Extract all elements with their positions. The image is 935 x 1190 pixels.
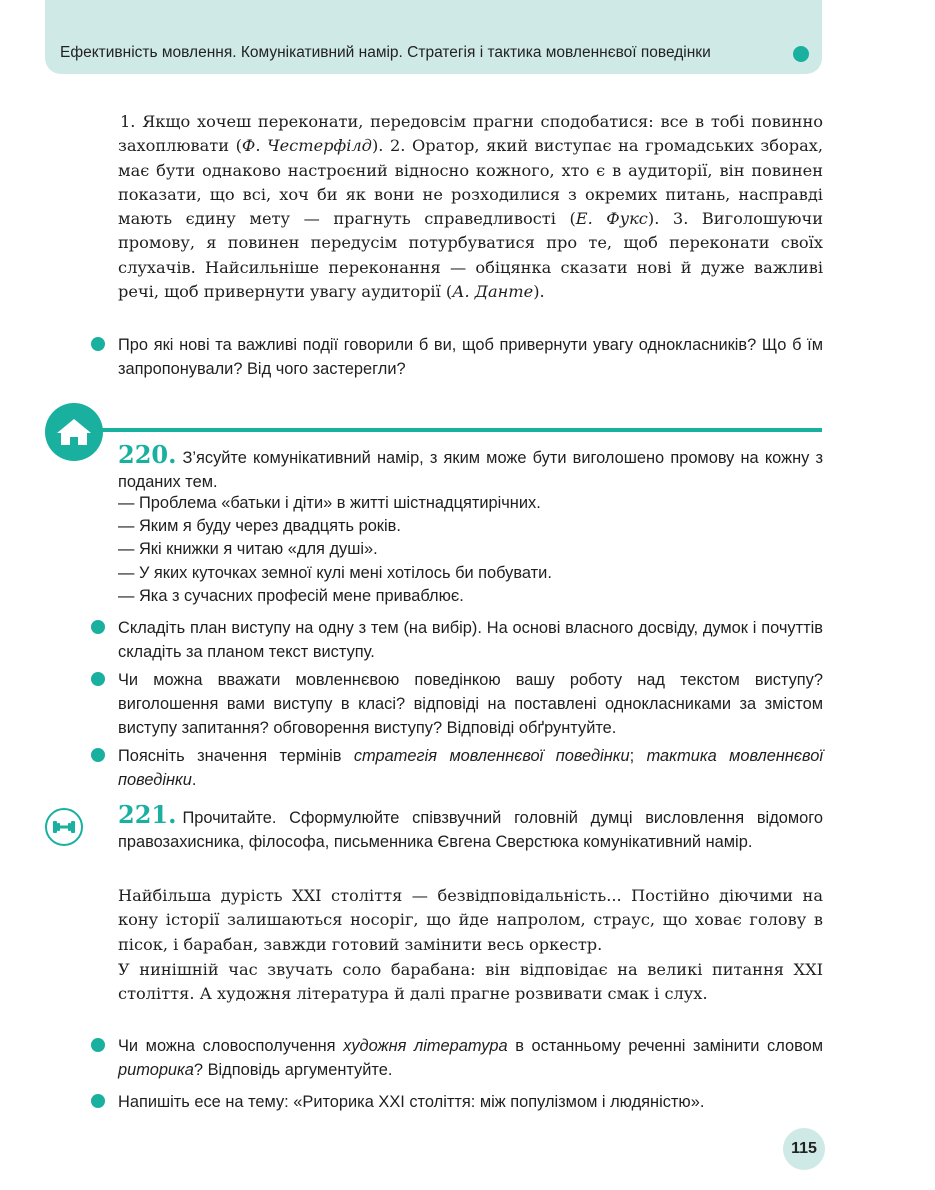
question-text: в останньому реченні замінити словом (507, 1037, 823, 1055)
quote-author: Е. Фукс (575, 209, 648, 229)
question-item (118, 1090, 823, 1114)
question-text: Чи можна словосполучення (118, 1037, 344, 1055)
bullet-dot-icon (91, 620, 105, 634)
list-item: — Які книжки я читаю «для душі». (118, 540, 378, 559)
term: стратегія мовленнєвої поведінки (353, 747, 630, 765)
question-text: Про які нові та важливі події говорили б ви, щоб привернути увагу однокласників? Що б їм запропонували? Від чого застерегли? (118, 336, 823, 378)
question-item (118, 668, 823, 740)
list-item: — Яка з сучасних професій мене приваблює. (118, 586, 464, 605)
list-item: — Проблема «батьки і діти» в житті шістнадцятирічних. (118, 494, 541, 512)
exercise-221-task (118, 800, 823, 854)
bullet-dot-icon (91, 672, 105, 686)
exercise-number: 221. (118, 800, 177, 829)
question-text: ? Відповідь аргументуйте. (193, 1061, 393, 1079)
question-text: . (191, 771, 197, 789)
running-header-title: Ефективність мовлення. Комунікативний намір. Стратегія і тактика мовленнєвої поведінки (60, 44, 711, 61)
quote-text: ). 2. Оратор, який виступає на громадських зборах, має бути однаково настроєний відносно кожного, хто є в аудиторії, він повинен показати, що всі, хоч би як вони не розходилися з окремих питань, насправді мають єдину мету — прагнуть справедливості ( (118, 136, 823, 229)
exercise-number: 220. (118, 440, 177, 469)
term: риторика (118, 1061, 194, 1079)
quote-author: Ф. Честерфілд (241, 136, 372, 156)
exercise-220-task (118, 440, 823, 494)
running-header (45, 0, 822, 74)
quote-author: А. Данте (452, 282, 534, 302)
bullet-dot-icon (793, 46, 809, 62)
exercise-task-text: З’ясуйте комунікативний намір, з яким може бути виголошено промову на кожну з поданих тем. (118, 449, 823, 491)
essay-text-paragraph (118, 884, 823, 957)
section-divider (100, 428, 822, 432)
question-text: Поясніть значення термінів (118, 747, 354, 765)
question-item (118, 744, 823, 792)
essay-text: Найбільша дурість XXI століття — безвідповідальність... Постійно діючими на кону історії залишаються носоріг, що йде напролом, страус, що ховає голову в пісок, і барабан, завжди готовий замінити весь оркестр. (118, 886, 823, 954)
bullet-dot-icon (91, 1094, 105, 1108)
quote-text: 1. Якщо хочеш переконати, передовсім прагни сподобатися: все в тобі повинно захоплювати ( (118, 112, 823, 156)
dumbbell-icon (45, 808, 83, 846)
page-number: 115 (783, 1128, 825, 1170)
quote-text: ). 3. Виголошуючи промову, я повинен передусім потурбуватися про те, щоб переконати своїх слухачів. Найсильніше переконання — обіцянка сказати нові й дуже важливі речі, щоб привернути увагу аудиторії ( (118, 209, 823, 302)
quote-text: ). (533, 282, 545, 302)
home-icon (45, 403, 103, 461)
question-text: Чи можна вважати мовленнєвою поведінкою вашу роботу над текстом виступу? виголошення вами виступу в класі? відповіді на поставлені однокласниками за змістом виступу запитання? обговорення виступу? Відповіді обґрунтуйте. (118, 671, 823, 737)
term: тактика мовленнєвої поведінки (118, 747, 823, 789)
exercise-task-text: Прочитайте. Сформулюйте співзвучний головній думці висловлення відомого правозахисника, філософа, письменника Євгена Сверстюка комунікативний намір. (118, 809, 823, 851)
question-item (118, 1034, 823, 1082)
essay-text: У нинішній час звучать соло барабана: він відповідає на великі питання XXI століття. А художня література й далі прагне розвивати смак і слух. (118, 960, 823, 1004)
question-text: ; (629, 747, 647, 765)
list-item: — У яких куточках земної кулі мені хотілось би побувати. (118, 563, 552, 582)
bullet-dot-icon (91, 748, 105, 762)
question-item (118, 616, 823, 664)
question-item (118, 333, 823, 381)
question-text: Складіть план виступу на одну з тем (на вибір). На основі власного досвіду, думок і почуттів складіть за планом текст виступу. (118, 619, 823, 661)
question-text: Напишіть есе на тему: «Риторика XXI століття: між популізмом і людяністю». (118, 1093, 705, 1111)
bullet-dot-icon (91, 1038, 105, 1052)
essay-text-paragraph (118, 958, 823, 1007)
bullet-dot-icon (91, 337, 105, 351)
topic-list (118, 492, 552, 608)
list-item: — Яким я буду через двадцять років. (118, 517, 401, 536)
term: художня література (343, 1037, 508, 1055)
quotes-paragraph (118, 110, 823, 304)
